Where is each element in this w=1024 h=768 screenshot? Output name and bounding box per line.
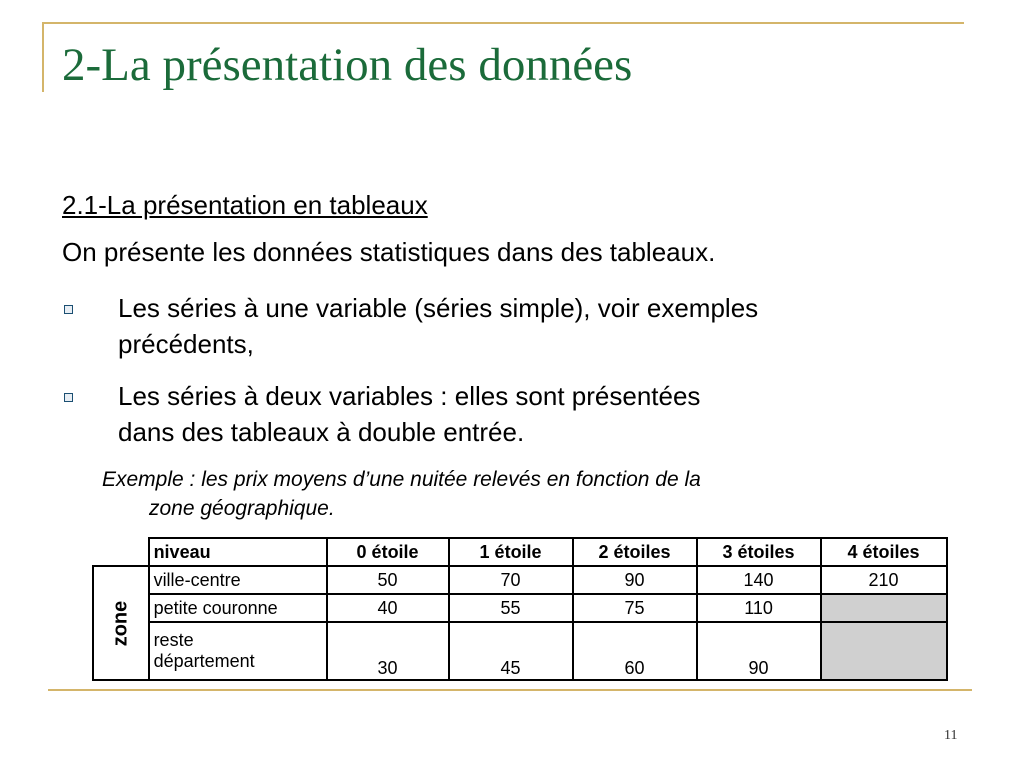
bullet-text-line2: dans des tableaux à double entrée. [118, 417, 525, 447]
page-number: 11 [944, 728, 958, 743]
table-cell: 60 [573, 622, 697, 680]
slide-title: 2-La présentation des données [62, 39, 633, 91]
square-bullet-icon [64, 305, 73, 314]
frame-left-line [42, 22, 44, 92]
example-line1: Exemple : les prix moyens d’une nuitée relevés en fonction de la [102, 468, 701, 491]
table-cell: 110 [697, 594, 821, 622]
example-text [102, 465, 932, 523]
table-cell: 40 [327, 594, 449, 622]
table-cell: 55 [449, 594, 573, 622]
bullet-item-simple-series [118, 290, 968, 362]
bullet-text-line2: précédents, [118, 329, 254, 359]
section-subtitle: 2.1-La présentation en tableaux [62, 190, 428, 220]
zone-label: zone [109, 600, 132, 646]
table-cell: 45 [449, 622, 573, 680]
table-header-row [93, 538, 947, 566]
table-cell: 210 [821, 566, 947, 594]
table-cell: 140 [697, 566, 821, 594]
table-cell-empty [821, 594, 947, 622]
table-row [93, 594, 947, 622]
intro-text: On présente les données statistiques dans des tableaux. [62, 237, 716, 267]
table-row [93, 566, 947, 594]
table-cell: 90 [697, 622, 821, 680]
bullet-item-double-series [118, 378, 968, 450]
example-line2: zone géographique. [149, 497, 335, 520]
frame-bottom-line [48, 689, 972, 691]
row-label: petite couronne [149, 594, 327, 622]
table-corner [93, 538, 149, 566]
table-cell: 50 [327, 566, 449, 594]
header-col-1: 1 étoile [449, 538, 573, 566]
table-cell: 30 [327, 622, 449, 680]
header-col-3: 3 étoiles [697, 538, 821, 566]
header-col-2: 2 étoiles [573, 538, 697, 566]
square-bullet-icon [64, 393, 73, 402]
row-label-line1: reste [153, 630, 194, 650]
table-cell: 90 [573, 566, 697, 594]
zone-header-cell [93, 566, 149, 680]
row-label-line2: département [153, 651, 255, 671]
frame-top-line [42, 22, 964, 24]
bullet-text-line1: Les séries à deux variables : elles sont présentées [118, 381, 701, 411]
table-cell-empty [821, 622, 947, 680]
header-col-4: 4 étoiles [821, 538, 947, 566]
price-table [92, 537, 948, 681]
row-label [149, 622, 327, 680]
table-cell: 70 [449, 566, 573, 594]
bullet-text-line1: Les séries à une variable (séries simple), voir exemples [118, 293, 759, 323]
header-niveau: niveau [149, 538, 327, 566]
table-row [93, 622, 947, 680]
row-label: ville-centre [149, 566, 327, 594]
table-cell: 75 [573, 594, 697, 622]
header-col-0: 0 étoile [327, 538, 449, 566]
